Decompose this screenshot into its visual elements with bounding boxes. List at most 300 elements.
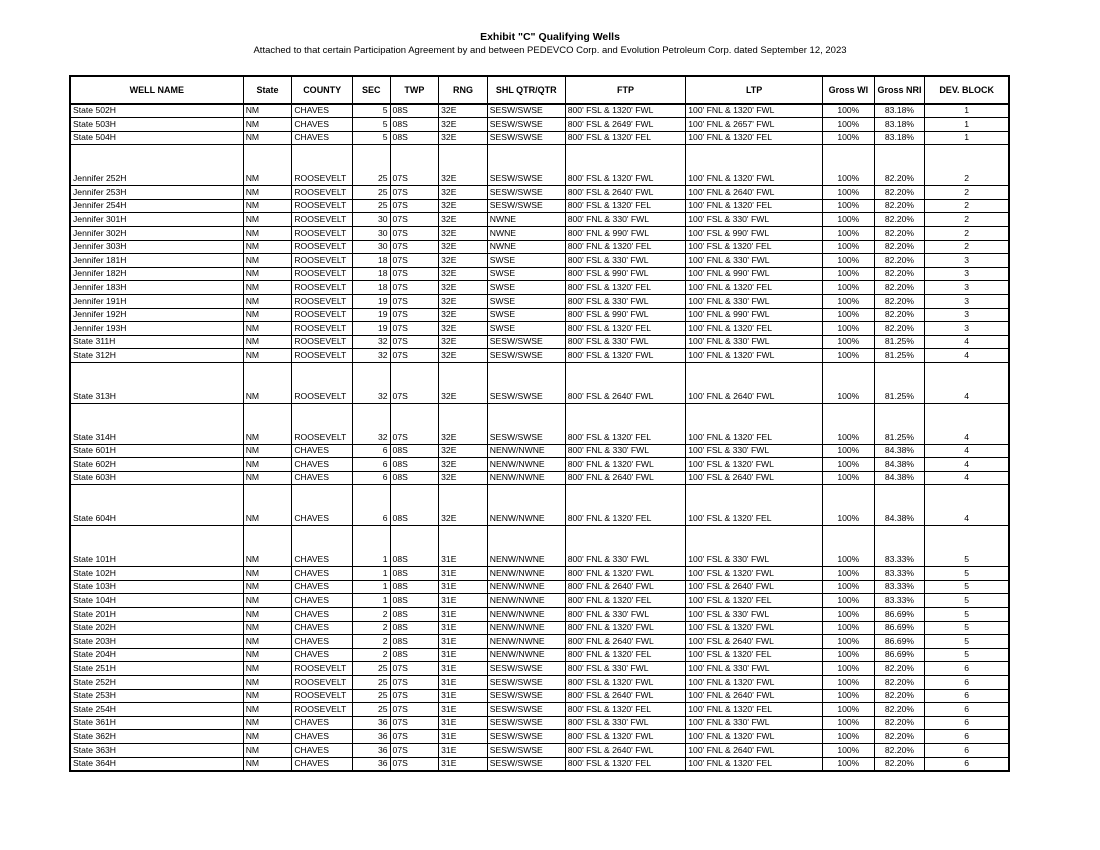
gross-wi-cell: 100% xyxy=(823,458,875,472)
dev-block-cell: 4 xyxy=(925,458,1009,472)
gross-wi-cell: 100% xyxy=(823,703,875,717)
rng-cell: 32E xyxy=(439,199,488,213)
county-cell: CHAVES xyxy=(292,485,353,526)
county-cell: ROOSEVELT xyxy=(292,362,353,403)
rng-cell: 32E xyxy=(439,281,488,295)
state-cell: NM xyxy=(243,362,292,403)
county-cell: ROOSEVELT xyxy=(292,335,353,349)
dev-block-cell: 4 xyxy=(925,362,1009,403)
state-cell: NM xyxy=(243,118,292,132)
shl-qtr-cell: SESW/SWSE xyxy=(487,743,565,757)
ltp-cell: 100' FNL & 1320' FEL xyxy=(686,131,823,145)
county-cell: ROOSEVELT xyxy=(292,240,353,254)
sec-cell: 32 xyxy=(353,335,390,349)
ltp-cell: 100' FNL & 1320' FEL xyxy=(686,757,823,771)
ltp-cell: 100' FSL & 330' FWL xyxy=(686,444,823,458)
dev-block-cell: 2 xyxy=(925,145,1009,186)
twp-cell: 07S xyxy=(390,254,439,268)
column-header-well-name: WELL NAME xyxy=(70,76,243,104)
twp-cell: 08S xyxy=(390,444,439,458)
county-cell: ROOSEVELT xyxy=(292,267,353,281)
ltp-cell: 100' FNL & 1320' FEL xyxy=(686,403,823,444)
gross-nri-cell: 84.38% xyxy=(874,471,925,485)
state-cell: NM xyxy=(243,444,292,458)
rng-cell: 31E xyxy=(439,635,488,649)
county-cell: ROOSEVELT xyxy=(292,703,353,717)
ftp-cell: 800' FSL & 330' FWL xyxy=(565,662,686,676)
gross-nri-cell: 81.25% xyxy=(874,403,925,444)
twp-cell: 07S xyxy=(390,267,439,281)
state-cell: NM xyxy=(243,621,292,635)
table-row xyxy=(70,662,1009,676)
sec-cell: 32 xyxy=(353,362,390,403)
well-name-cell: State 604H xyxy=(70,485,243,526)
table-row xyxy=(70,199,1009,213)
rng-cell: 32E xyxy=(439,471,488,485)
gross-nri-cell: 81.25% xyxy=(874,349,925,363)
well-name-cell: State 502H xyxy=(70,104,243,118)
ftp-cell: 800' FNL & 1320' FEL xyxy=(565,485,686,526)
ftp-cell: 800' FNL & 1320' FWL xyxy=(565,458,686,472)
dev-block-cell: 6 xyxy=(925,662,1009,676)
county-cell: CHAVES xyxy=(292,757,353,771)
rng-cell: 32E xyxy=(439,458,488,472)
table-row xyxy=(70,322,1009,336)
gross-wi-cell: 100% xyxy=(823,662,875,676)
sec-cell: 25 xyxy=(353,199,390,213)
state-cell: NM xyxy=(243,349,292,363)
table-row xyxy=(70,131,1009,145)
twp-cell: 07S xyxy=(390,730,439,744)
sec-cell: 32 xyxy=(353,349,390,363)
state-cell: NM xyxy=(243,145,292,186)
table-row xyxy=(70,743,1009,757)
ftp-cell: 800' FSL & 1320' FWL xyxy=(565,104,686,118)
twp-cell: 07S xyxy=(390,335,439,349)
well-name-cell: Jennifer 191H xyxy=(70,294,243,308)
gross-nri-cell: 81.25% xyxy=(874,362,925,403)
county-cell: ROOSEVELT xyxy=(292,254,353,268)
well-name-cell: Jennifer 254H xyxy=(70,199,243,213)
state-cell: NM xyxy=(243,662,292,676)
state-cell: NM xyxy=(243,104,292,118)
dev-block-cell: 4 xyxy=(925,471,1009,485)
table-row xyxy=(70,349,1009,363)
ftp-cell: 800' FNL & 1320' FEL xyxy=(565,594,686,608)
ftp-cell: 800' FSL & 2649' FWL xyxy=(565,118,686,132)
gross-wi-cell: 100% xyxy=(823,335,875,349)
ltp-cell: 100' FSL & 1320' FWL xyxy=(686,567,823,581)
gross-nri-cell: 82.20% xyxy=(874,199,925,213)
rng-cell: 31E xyxy=(439,580,488,594)
state-cell: NM xyxy=(243,294,292,308)
table-row xyxy=(70,526,1009,567)
county-cell: CHAVES xyxy=(292,608,353,622)
twp-cell: 08S xyxy=(390,471,439,485)
rng-cell: 32E xyxy=(439,118,488,132)
well-name-cell: State 311H xyxy=(70,335,243,349)
shl-qtr-cell: SESW/SWSE xyxy=(487,104,565,118)
state-cell: NM xyxy=(243,240,292,254)
gross-nri-cell: 82.20% xyxy=(874,716,925,730)
sec-cell: 2 xyxy=(353,648,390,662)
sec-cell: 5 xyxy=(353,104,390,118)
gross-wi-cell: 100% xyxy=(823,716,875,730)
state-cell: NM xyxy=(243,131,292,145)
twp-cell: 07S xyxy=(390,757,439,771)
gross-wi-cell: 100% xyxy=(823,485,875,526)
ftp-cell: 800' FSL & 2640' FWL xyxy=(565,743,686,757)
shl-qtr-cell: SWSE xyxy=(487,294,565,308)
well-name-cell: State 252H xyxy=(70,675,243,689)
rng-cell: 31E xyxy=(439,757,488,771)
ltp-cell: 100' FSL & 990' FWL xyxy=(686,226,823,240)
rng-cell: 31E xyxy=(439,608,488,622)
dev-block-cell: 4 xyxy=(925,444,1009,458)
rng-cell: 32E xyxy=(439,444,488,458)
table-row xyxy=(70,675,1009,689)
shl-qtr-cell: NENW/NWNE xyxy=(487,526,565,567)
sec-cell: 2 xyxy=(353,608,390,622)
ftp-cell: 800' FSL & 1320' FEL xyxy=(565,757,686,771)
twp-cell: 07S xyxy=(390,675,439,689)
well-name-cell: State 201H xyxy=(70,608,243,622)
ltp-cell: 100' FSL & 330' FWL xyxy=(686,526,823,567)
table-row xyxy=(70,594,1009,608)
gross-nri-cell: 82.20% xyxy=(874,743,925,757)
gross-nri-cell: 82.20% xyxy=(874,322,925,336)
column-header-state: State xyxy=(243,76,292,104)
well-name-cell: Jennifer 302H xyxy=(70,226,243,240)
shl-qtr-cell: NENW/NWNE xyxy=(487,444,565,458)
shl-qtr-cell: NENW/NWNE xyxy=(487,594,565,608)
state-cell: NM xyxy=(243,648,292,662)
table-header-row xyxy=(70,76,1009,104)
table-row xyxy=(70,267,1009,281)
table-row xyxy=(70,648,1009,662)
state-cell: NM xyxy=(243,213,292,227)
dev-block-cell: 4 xyxy=(925,335,1009,349)
sec-cell: 6 xyxy=(353,444,390,458)
ftp-cell: 800' FSL & 330' FWL xyxy=(565,294,686,308)
gross-nri-cell: 86.69% xyxy=(874,635,925,649)
gross-nri-cell: 82.20% xyxy=(874,240,925,254)
ltp-cell: 100' FSL & 2640' FWL xyxy=(686,471,823,485)
ftp-cell: 800' FNL & 2640' FWL xyxy=(565,580,686,594)
dev-block-cell: 5 xyxy=(925,580,1009,594)
sec-cell: 36 xyxy=(353,716,390,730)
county-cell: CHAVES xyxy=(292,471,353,485)
rng-cell: 32E xyxy=(439,308,488,322)
shl-qtr-cell: SESW/SWSE xyxy=(487,730,565,744)
twp-cell: 08S xyxy=(390,458,439,472)
table-row xyxy=(70,485,1009,526)
gross-nri-cell: 83.18% xyxy=(874,104,925,118)
ltp-cell: 100' FSL & 1320' FEL xyxy=(686,485,823,526)
ftp-cell: 800' FNL & 330' FWL xyxy=(565,526,686,567)
well-name-cell: State 362H xyxy=(70,730,243,744)
gross-wi-cell: 100% xyxy=(823,757,875,771)
county-cell: CHAVES xyxy=(292,118,353,132)
well-name-cell: Jennifer 192H xyxy=(70,308,243,322)
gross-wi-cell: 100% xyxy=(823,322,875,336)
rng-cell: 32E xyxy=(439,322,488,336)
twp-cell: 08S xyxy=(390,594,439,608)
sec-cell: 1 xyxy=(353,526,390,567)
twp-cell: 07S xyxy=(390,403,439,444)
well-name-cell: Jennifer 181H xyxy=(70,254,243,268)
well-name-cell: State 602H xyxy=(70,458,243,472)
twp-cell: 07S xyxy=(390,281,439,295)
well-name-cell: State 203H xyxy=(70,635,243,649)
well-name-cell: State 504H xyxy=(70,131,243,145)
gross-nri-cell: 84.38% xyxy=(874,444,925,458)
shl-qtr-cell: NENW/NWNE xyxy=(487,485,565,526)
shl-qtr-cell: NENW/NWNE xyxy=(487,471,565,485)
well-name-cell: State 503H xyxy=(70,118,243,132)
table-row xyxy=(70,716,1009,730)
rng-cell: 32E xyxy=(439,186,488,200)
rng-cell: 32E xyxy=(439,267,488,281)
state-cell: NM xyxy=(243,186,292,200)
rng-cell: 32E xyxy=(439,294,488,308)
county-cell: CHAVES xyxy=(292,104,353,118)
table-row xyxy=(70,145,1009,186)
state-cell: NM xyxy=(243,730,292,744)
table-row xyxy=(70,308,1009,322)
twp-cell: 07S xyxy=(390,322,439,336)
twp-cell: 08S xyxy=(390,131,439,145)
gross-wi-cell: 100% xyxy=(823,526,875,567)
dev-block-cell: 2 xyxy=(925,186,1009,200)
state-cell: NM xyxy=(243,335,292,349)
twp-cell: 07S xyxy=(390,240,439,254)
sec-cell: 5 xyxy=(353,131,390,145)
column-header-rng: RNG xyxy=(439,76,488,104)
table-row xyxy=(70,186,1009,200)
ltp-cell: 100' FNL & 2640' FWL xyxy=(686,186,823,200)
dev-block-cell: 3 xyxy=(925,294,1009,308)
ltp-cell: 100' FNL & 1320' FEL xyxy=(686,281,823,295)
shl-qtr-cell: SESW/SWSE xyxy=(487,703,565,717)
rng-cell: 31E xyxy=(439,743,488,757)
ltp-cell: 100' FNL & 1320' FWL xyxy=(686,104,823,118)
sec-cell: 2 xyxy=(353,635,390,649)
ltp-cell: 100' FNL & 1320' FWL xyxy=(686,730,823,744)
shl-qtr-cell: SESW/SWSE xyxy=(487,145,565,186)
column-header-shl-qtr: SHL QTR/QTR xyxy=(487,76,565,104)
rng-cell: 32E xyxy=(439,254,488,268)
table-row xyxy=(70,567,1009,581)
dev-block-cell: 5 xyxy=(925,621,1009,635)
well-name-cell: State 361H xyxy=(70,716,243,730)
twp-cell: 07S xyxy=(390,145,439,186)
well-name-cell: Jennifer 303H xyxy=(70,240,243,254)
shl-qtr-cell: SESW/SWSE xyxy=(487,662,565,676)
shl-qtr-cell: SESW/SWSE xyxy=(487,362,565,403)
twp-cell: 08S xyxy=(390,104,439,118)
rng-cell: 31E xyxy=(439,662,488,676)
twp-cell: 07S xyxy=(390,689,439,703)
gross-wi-cell: 100% xyxy=(823,648,875,662)
sec-cell: 19 xyxy=(353,308,390,322)
column-header-dev-block: DEV. BLOCK xyxy=(925,76,1009,104)
dev-block-cell: 5 xyxy=(925,594,1009,608)
county-cell: CHAVES xyxy=(292,567,353,581)
ltp-cell: 100' FSL & 1320' FWL xyxy=(686,621,823,635)
state-cell: NM xyxy=(243,689,292,703)
rng-cell: 31E xyxy=(439,730,488,744)
sec-cell: 19 xyxy=(353,322,390,336)
gross-nri-cell: 82.20% xyxy=(874,308,925,322)
well-name-cell: State 251H xyxy=(70,662,243,676)
table-body xyxy=(70,104,1009,771)
qualifying-wells-table xyxy=(69,75,1010,772)
gross-wi-cell: 100% xyxy=(823,403,875,444)
gross-nri-cell: 82.20% xyxy=(874,703,925,717)
ftp-cell: 800' FNL & 2640' FWL xyxy=(565,471,686,485)
gross-wi-cell: 100% xyxy=(823,104,875,118)
gross-nri-cell: 82.20% xyxy=(874,281,925,295)
dev-block-cell: 5 xyxy=(925,526,1009,567)
well-name-cell: State 102H xyxy=(70,567,243,581)
twp-cell: 07S xyxy=(390,294,439,308)
gross-nri-cell: 86.69% xyxy=(874,648,925,662)
rng-cell: 31E xyxy=(439,675,488,689)
state-cell: NM xyxy=(243,267,292,281)
county-cell: ROOSEVELT xyxy=(292,213,353,227)
dev-block-cell: 2 xyxy=(925,213,1009,227)
shl-qtr-cell: SESW/SWSE xyxy=(487,716,565,730)
rng-cell: 32E xyxy=(439,403,488,444)
sec-cell: 25 xyxy=(353,662,390,676)
table-row xyxy=(70,226,1009,240)
state-cell: NM xyxy=(243,403,292,444)
gross-nri-cell: 83.33% xyxy=(874,526,925,567)
twp-cell: 07S xyxy=(390,716,439,730)
county-cell: ROOSEVELT xyxy=(292,186,353,200)
shl-qtr-cell: NWNE xyxy=(487,226,565,240)
sec-cell: 6 xyxy=(353,485,390,526)
gross-wi-cell: 100% xyxy=(823,608,875,622)
gross-wi-cell: 100% xyxy=(823,580,875,594)
county-cell: CHAVES xyxy=(292,594,353,608)
dev-block-cell: 1 xyxy=(925,104,1009,118)
rng-cell: 32E xyxy=(439,145,488,186)
county-cell: CHAVES xyxy=(292,635,353,649)
sec-cell: 1 xyxy=(353,567,390,581)
sec-cell: 25 xyxy=(353,689,390,703)
state-cell: NM xyxy=(243,757,292,771)
shl-qtr-cell: NENW/NWNE xyxy=(487,621,565,635)
shl-qtr-cell: NWNE xyxy=(487,213,565,227)
county-cell: ROOSEVELT xyxy=(292,322,353,336)
state-cell: NM xyxy=(243,199,292,213)
column-header-county: COUNTY xyxy=(292,76,353,104)
sec-cell: 18 xyxy=(353,281,390,295)
shl-qtr-cell: NENW/NWNE xyxy=(487,580,565,594)
gross-wi-cell: 100% xyxy=(823,730,875,744)
dev-block-cell: 5 xyxy=(925,648,1009,662)
shl-qtr-cell: NWNE xyxy=(487,240,565,254)
dev-block-cell: 3 xyxy=(925,267,1009,281)
county-cell: ROOSEVELT xyxy=(292,226,353,240)
table-row xyxy=(70,104,1009,118)
page-subtitle: Attached to that certain Participation Agreement by and between PEDEVCO Corp. and Evolution Petroleum Corp. dated September 12, 2023 xyxy=(253,45,847,56)
gross-nri-cell: 82.20% xyxy=(874,254,925,268)
gross-wi-cell: 100% xyxy=(823,444,875,458)
dev-block-cell: 3 xyxy=(925,281,1009,295)
shl-qtr-cell: SESW/SWSE xyxy=(487,335,565,349)
rng-cell: 31E xyxy=(439,689,488,703)
dev-block-cell: 6 xyxy=(925,703,1009,717)
twp-cell: 07S xyxy=(390,349,439,363)
rng-cell: 31E xyxy=(439,621,488,635)
gross-nri-cell: 84.38% xyxy=(874,458,925,472)
ftp-cell: 800' FSL & 330' FWL xyxy=(565,335,686,349)
twp-cell: 07S xyxy=(390,308,439,322)
ltp-cell: 100' FSL & 330' FWL xyxy=(686,608,823,622)
well-name-cell: State 104H xyxy=(70,594,243,608)
table-row xyxy=(70,403,1009,444)
shl-qtr-cell: SESW/SWSE xyxy=(487,186,565,200)
twp-cell: 07S xyxy=(390,186,439,200)
state-cell: NM xyxy=(243,580,292,594)
dev-block-cell: 1 xyxy=(925,118,1009,132)
gross-wi-cell: 100% xyxy=(823,145,875,186)
well-name-cell: Jennifer 193H xyxy=(70,322,243,336)
well-name-cell: State 601H xyxy=(70,444,243,458)
ltp-cell: 100' FNL & 2640' FWL xyxy=(686,362,823,403)
gross-nri-cell: 82.20% xyxy=(874,267,925,281)
dev-block-cell: 6 xyxy=(925,689,1009,703)
twp-cell: 07S xyxy=(390,362,439,403)
page-title: Exhibit "C" Qualifying Wells xyxy=(480,31,620,43)
twp-cell: 08S xyxy=(390,118,439,132)
county-cell: ROOSEVELT xyxy=(292,145,353,186)
gross-nri-cell: 82.20% xyxy=(874,186,925,200)
sec-cell: 19 xyxy=(353,294,390,308)
ltp-cell: 100' FSL & 330' FWL xyxy=(686,213,823,227)
sec-cell: 36 xyxy=(353,743,390,757)
table-row xyxy=(70,281,1009,295)
table-row xyxy=(70,703,1009,717)
dev-block-cell: 5 xyxy=(925,567,1009,581)
county-cell: ROOSEVELT xyxy=(292,689,353,703)
twp-cell: 08S xyxy=(390,621,439,635)
sec-cell: 30 xyxy=(353,213,390,227)
state-cell: NM xyxy=(243,675,292,689)
table-row xyxy=(70,458,1009,472)
state-cell: NM xyxy=(243,567,292,581)
ftp-cell: 800' FSL & 1320' FEL xyxy=(565,131,686,145)
gross-wi-cell: 100% xyxy=(823,254,875,268)
dev-block-cell: 6 xyxy=(925,730,1009,744)
county-cell: CHAVES xyxy=(292,730,353,744)
table-row xyxy=(70,635,1009,649)
ltp-cell: 100' FNL & 990' FWL xyxy=(686,267,823,281)
sec-cell: 25 xyxy=(353,186,390,200)
dev-block-cell: 4 xyxy=(925,403,1009,444)
ltp-cell: 100' FNL & 2640' FWL xyxy=(686,689,823,703)
column-header-sec: SEC xyxy=(353,76,390,104)
state-cell: NM xyxy=(243,716,292,730)
shl-qtr-cell: SESW/SWSE xyxy=(487,118,565,132)
rng-cell: 32E xyxy=(439,226,488,240)
ftp-cell: 800' FNL & 990' FWL xyxy=(565,226,686,240)
table-row xyxy=(70,757,1009,771)
sec-cell: 32 xyxy=(353,403,390,444)
